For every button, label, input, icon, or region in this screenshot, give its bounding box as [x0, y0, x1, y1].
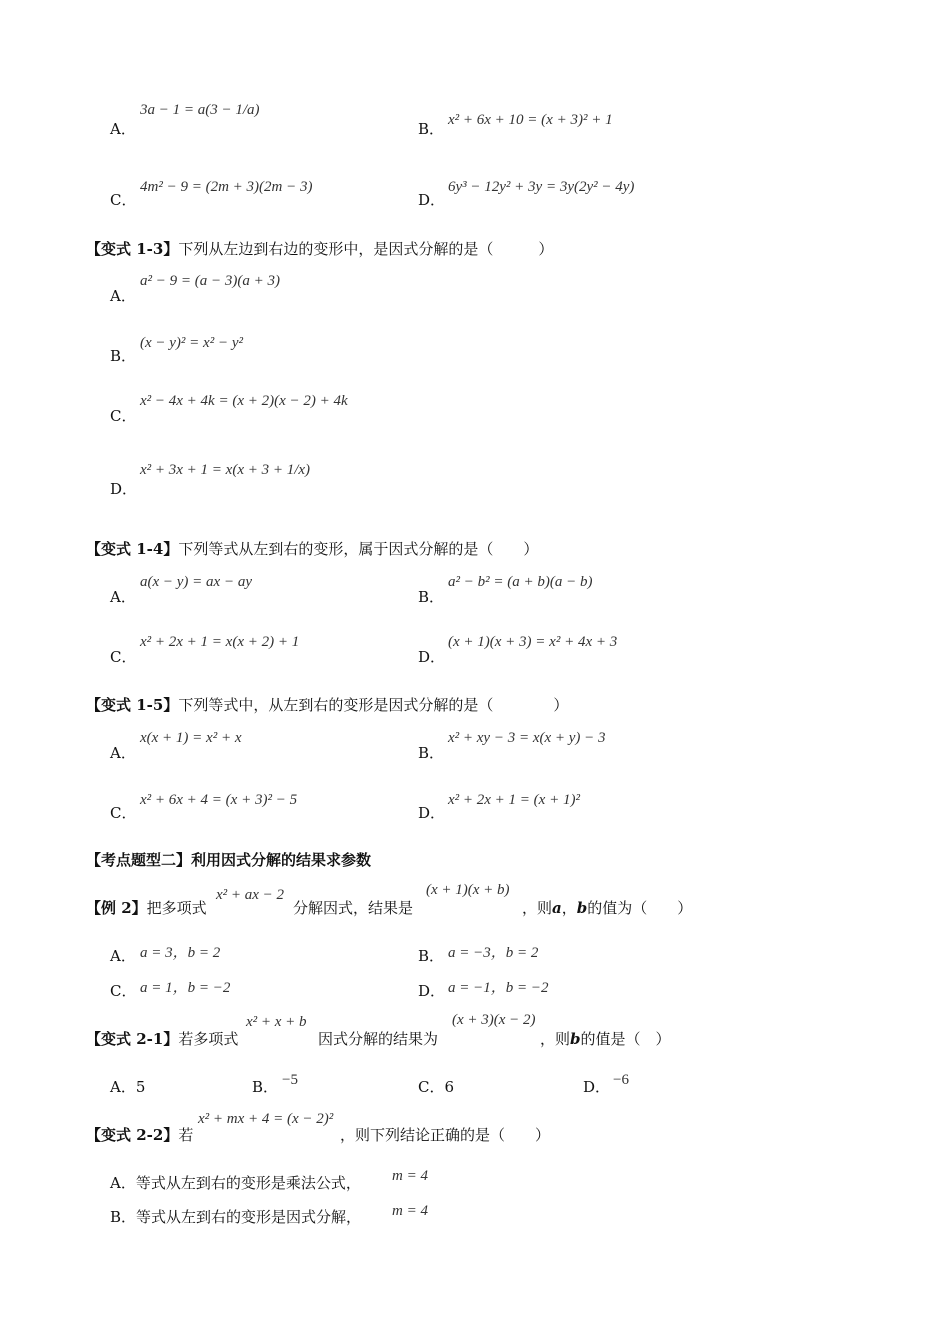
option-c-label: C．: [110, 407, 137, 425]
option-a-expression: a(x − y) = ax − ay: [140, 574, 252, 590]
section-heading: 【考点题型二】利用因式分解的结果求参数: [86, 851, 372, 869]
option-c-label: C．: [110, 982, 137, 1000]
separator: ，: [561, 899, 577, 917]
option-a-expression: a² − 9 = (a − 3)(a + 3): [140, 273, 280, 289]
polynomial-expression: x² + ax − 2: [216, 887, 285, 903]
option-c-expression: a = 1，b = −2: [140, 980, 231, 996]
question-stem-part: 的值是（ ）: [580, 1030, 671, 1048]
question-stem-part: 若: [178, 1126, 194, 1144]
option-c-expression: x² + 6x + 4 = (x + 3)² − 5: [140, 792, 298, 808]
option-b-label: B．: [110, 1208, 137, 1226]
option-d-label: D．: [110, 480, 138, 498]
option-d-expression: x² + 3x + 1 = x(x + 3 + 1/x): [140, 462, 311, 478]
option-a-value: 5: [135, 1078, 146, 1096]
option-d-expression: (x + 1)(x + 3) = x² + 4x + 3: [448, 634, 618, 650]
question-tag: 【变式 1-5】: [86, 696, 179, 714]
question-stem: 下列从左边到右边的变形中，是因式分解的是（ ）: [178, 240, 554, 258]
option-b: [110, 1206, 361, 1227]
option-d-label: D．: [418, 804, 446, 822]
option-b-label: B．: [418, 744, 445, 762]
example-2: [86, 897, 207, 918]
option-c-expression: x² − 4x + 4k = (x + 2)(x − 2) + 4k: [140, 393, 348, 409]
question-stem-part: 把多项式: [146, 899, 207, 917]
question-tag: 【例 2】: [86, 899, 147, 917]
option-c-label: C．: [110, 804, 137, 822]
question-stem: 下列等式中，从左到右的变形是因式分解的是（ ）: [178, 696, 569, 714]
question-1-5: [86, 694, 568, 715]
equation-expression: x² + mx + 4 = (x − 2)²: [198, 1111, 334, 1127]
option-c-expression: x² + 2x + 1 = x(x + 2) + 1: [140, 634, 300, 650]
question-stem-part: ，则: [522, 899, 553, 917]
option-b-expression: (x − y)² = x² − y²: [140, 335, 243, 351]
question-stem-part: 的值为（ ）: [587, 899, 693, 917]
option-d-label: D．: [583, 1078, 611, 1096]
option-a-expression: a = 3，b = 2: [140, 945, 221, 961]
question-tag: 【变式 2-1】: [86, 1030, 179, 1048]
option-b-label: B．: [418, 947, 445, 965]
option-c-label: C．: [418, 1078, 445, 1096]
option-c: [418, 1076, 454, 1097]
option-c-label: C．: [110, 648, 137, 666]
question-stem-tail: [522, 897, 692, 918]
option-a: [110, 1172, 361, 1193]
question-1-4: [86, 538, 538, 559]
option-a: [110, 1076, 145, 1097]
option-b-label: B．: [418, 588, 445, 606]
option-d-value: −6: [613, 1072, 629, 1088]
factored-result: (x + 3)(x − 2): [452, 1012, 536, 1028]
option-a-label: A．: [110, 947, 136, 965]
option-d-label: D．: [418, 191, 446, 209]
polynomial-expression: x² + x + b: [246, 1014, 307, 1030]
question-tag: 【变式 1-3】: [86, 240, 179, 258]
question-tag: 【变式 1-4】: [86, 540, 179, 558]
option-c-label: C．: [110, 191, 137, 209]
question-stem-part: ，则下列结论正确的是（ ）: [340, 1126, 551, 1144]
question-stem: 下列等式从左到右的变形，属于因式分解的是（ ）: [178, 540, 539, 558]
question-stem-part: 分解因式，结果是: [293, 899, 414, 917]
question-tag: 【变式 2-2】: [86, 1126, 179, 1144]
question-2-1: [86, 1028, 238, 1049]
option-d-label: D．: [418, 982, 446, 1000]
option-c-value: 6: [444, 1078, 455, 1096]
option-b-label: B．: [110, 347, 137, 365]
option-c-expression: 4m² − 9 = (2m + 3)(2m − 3): [140, 179, 313, 195]
option-a-expression: 3a − 1 = a(3 − 1/a): [140, 102, 260, 118]
option-a-label: A．: [110, 588, 136, 606]
option-b-label: B．: [418, 120, 445, 138]
option-b-expression: x² + xy − 3 = x(x + y) − 3: [448, 730, 606, 746]
option-b-expression: a = −3，b = 2: [448, 945, 539, 961]
question-stem-part: 因式分解的结果为: [318, 1030, 439, 1048]
factored-result: (x + 1)(x + b): [426, 882, 510, 898]
option-d-expression: a = −1，b = −2: [448, 980, 549, 996]
option-a-text: 等式从左到右的变形是乘法公式，: [135, 1174, 361, 1192]
variable-a: a: [552, 899, 562, 917]
question-stem-part: 若多项式: [178, 1030, 239, 1048]
option-a-label: A．: [110, 287, 136, 305]
question-1-3: [86, 238, 553, 259]
option-b-expression: a² − b² = (a + b)(a − b): [448, 574, 593, 590]
option-a-label: A．: [110, 1174, 136, 1192]
option-b-text: 等式从左到右的变形是因式分解，: [136, 1208, 362, 1226]
option-b-expression: m = 4: [392, 1203, 428, 1219]
option-b-expression: x² + 6x + 10 = (x + 3)² + 1: [448, 112, 613, 128]
question-stem-part: ，则: [540, 1030, 571, 1048]
question-stem-tail: [540, 1028, 671, 1049]
option-a-label: A．: [110, 744, 136, 762]
option-a-label: A．: [110, 120, 136, 138]
variable-b: b: [576, 899, 588, 917]
option-a-expression: x(x + 1) = x² + x: [140, 730, 242, 746]
variable-b: b: [570, 1030, 581, 1048]
option-d-label: D．: [418, 648, 446, 666]
option-b-value: −5: [282, 1072, 298, 1088]
option-d-expression: 6y³ − 12y² + 3y = 3y(2y² − 4y): [448, 179, 635, 195]
question-2-2: [86, 1124, 193, 1145]
option-a-expression: m = 4: [392, 1168, 428, 1184]
option-d-expression: x² + 2x + 1 = (x + 1)²: [448, 792, 580, 808]
option-b-label: B．: [252, 1078, 279, 1096]
option-a-label: A．: [110, 1078, 136, 1096]
